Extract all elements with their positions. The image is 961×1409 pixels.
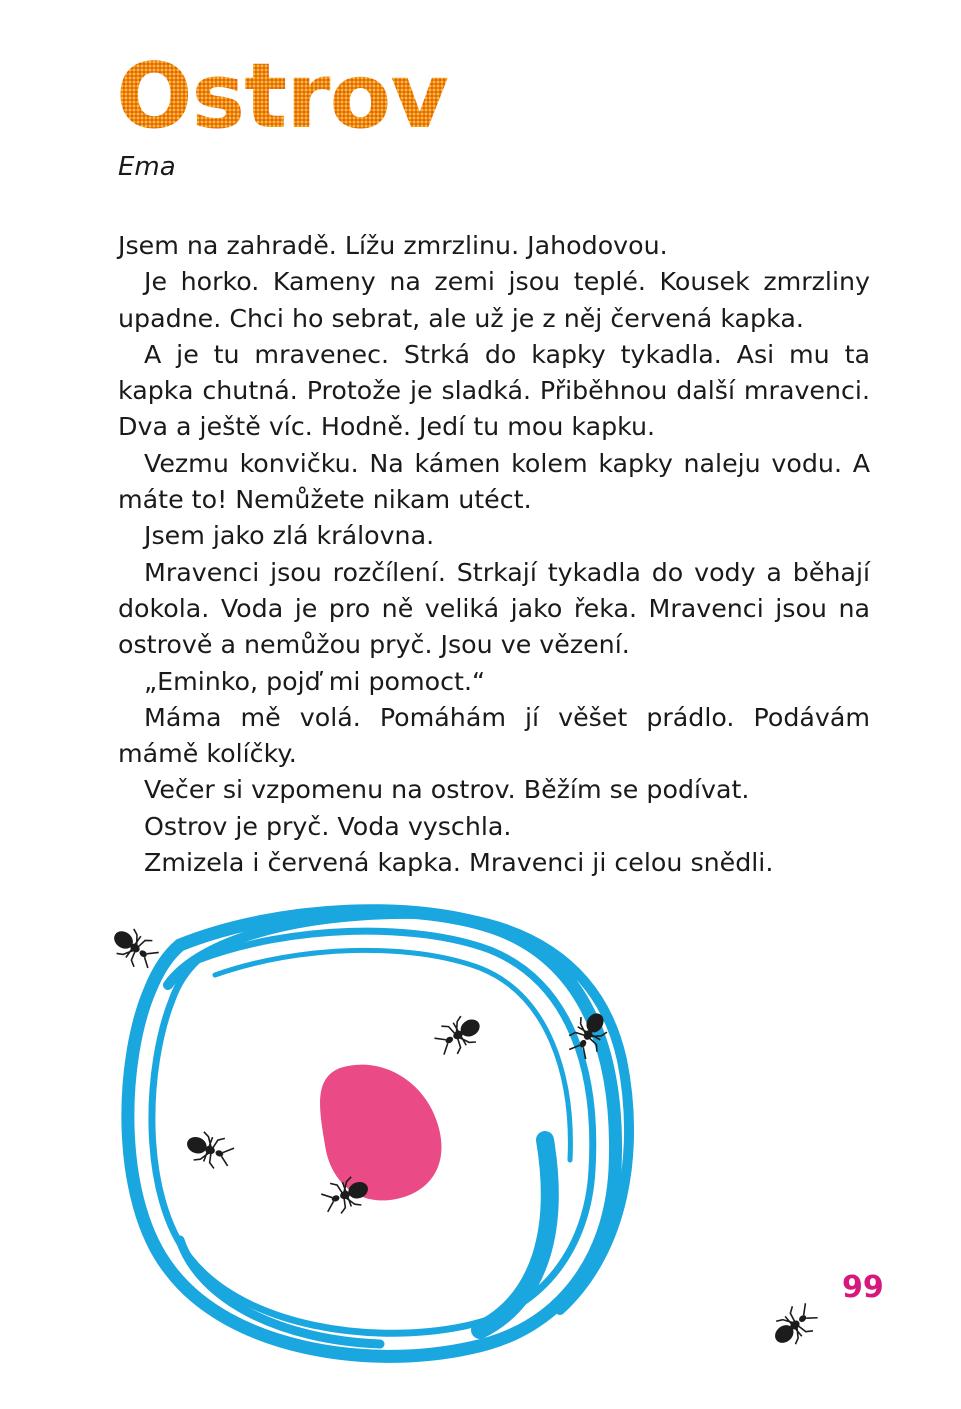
paragraph: A je tu mravenec. Strká do kapky tykadla. Asi mu ta kapka chutná. Protože je sladká. Přiběhnou další mravenci. Dva a ještě víc. Hodně. Jedí tu mou kapku.: [118, 339, 870, 442]
ant-icon: [182, 1127, 236, 1173]
author-name: Ema: [118, 152, 176, 182]
ant-icon: [766, 1299, 822, 1353]
pink-drop: [320, 1065, 441, 1201]
paragraph: Ostrov je pryč. Voda vyschla.: [144, 811, 512, 841]
paragraph: Máma mě volá. Pomáhám jí věšet prádlo. Podávám mámě kolíčky.: [118, 702, 870, 769]
paragraph: Je horko. Kameny na zemi jsou teplé. Kousek zmrzliny upadne. Chci ho sebrat, ale už je z něj červená kapka.: [118, 267, 870, 333]
page-title: Ostrov: [116, 44, 448, 149]
paragraph: Večer si vzpomenu na ostrov. Běžím se podívat.: [144, 775, 750, 805]
page-number: 99: [842, 1270, 884, 1305]
paragraph: „Eminko, pojď mi pomoct.“: [144, 666, 486, 696]
paragraph: Vezmu konvičku. Na kámen kolem kapky naleju vodu. A máte to! Nemůžete nikam utéct.: [118, 448, 870, 515]
ant-icon: [106, 921, 162, 974]
ant-icon: [431, 1009, 487, 1060]
paragraph: Jsem jako zlá královna.: [144, 521, 435, 551]
paragraph: Zmizela i červená kapka. Mravenci ji celou snědli.: [144, 848, 774, 878]
paragraph: Mravenci jsou rozčílení. Strkají tykadla do vody a běhají dokola. Voda je pro ně veliká jako řeka. Mravenci jsou na ostrově a nemůžou pryč. Jsou ve vězení.: [118, 557, 870, 660]
paragraph: Jsem na zahradě. Lížu zmrzlinu. Jahodovou.: [118, 231, 668, 260]
